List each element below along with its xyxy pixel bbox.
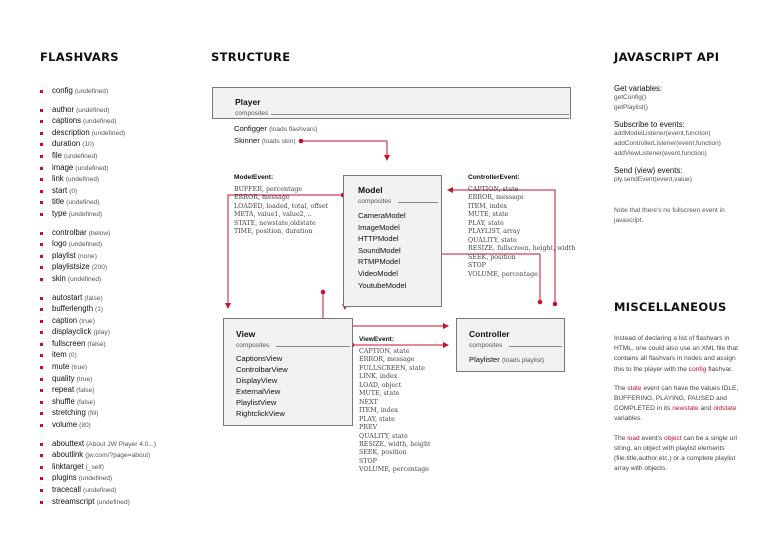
send-events-list xyxy=(614,175,754,185)
flashvar-default: (200) xyxy=(91,264,108,272)
model-event-list xyxy=(234,186,328,237)
view-subcomponent: ExternalView xyxy=(236,387,281,396)
flashvar-default: (10) xyxy=(82,141,94,149)
model-event-heading: ModelEvent: xyxy=(234,174,274,181)
controller-title: Controller xyxy=(469,329,510,339)
flashvar-default: (About JW Player 4.0...) xyxy=(86,440,157,448)
view-event-list xyxy=(359,348,431,475)
controller-box xyxy=(456,318,565,372)
view-title: View xyxy=(236,329,256,339)
get-variables-list xyxy=(614,93,754,113)
model-event-item: META, value1, value2, .. xyxy=(234,211,312,219)
flashvar-name: file xyxy=(52,150,62,160)
model-subcomponent: SoundModel xyxy=(358,245,401,255)
view-event-item: NEXT xyxy=(359,398,378,406)
model-subcomponent: YoutubeModel xyxy=(358,280,407,290)
view-event-item: STOP xyxy=(359,457,377,465)
get-variables-label: Get variables: xyxy=(614,84,663,93)
view-event-item: VOLUME, percentage xyxy=(359,466,429,474)
flashvar-name: quality xyxy=(52,373,75,383)
view-composites-label: composites xyxy=(236,342,270,349)
model-subcomponent: CameraModel xyxy=(358,211,406,220)
flashvar-name: captions xyxy=(52,116,82,126)
flashvar-default: (0) xyxy=(68,352,77,360)
model-composites-label: composites xyxy=(358,198,392,205)
controller-composites-label: composites xyxy=(469,342,503,349)
controller-event-list xyxy=(468,186,575,279)
flashvar-default: (undefined) xyxy=(78,475,113,483)
flashvar-name: shuffle xyxy=(52,396,75,406)
model-subcomponent: HTTPModel xyxy=(358,234,399,244)
flashvar-default: (play) xyxy=(93,329,110,337)
flashvar-default: (_self) xyxy=(85,463,104,471)
api-function: addControllerListener(event,function) xyxy=(614,140,721,147)
view-event-item: FULLSCREEN, state xyxy=(359,364,425,372)
flashvar-name: title xyxy=(52,197,65,207)
misc-paragraph-state: The state event can have the values IDLE, BUFFERING, PLAYING, PAUSED and COMPLETED in its newstate and oldstate variables. xyxy=(614,384,739,423)
view-event-item: SEEK, position xyxy=(359,449,407,457)
flashvar-name: stretching xyxy=(52,408,86,418)
javascript-api-heading: JAVASCRIPT API xyxy=(614,50,720,64)
controller-event-item: VOLUME, percentage xyxy=(468,270,538,278)
view-subcomponent: DisplayView xyxy=(236,376,278,385)
flashvar-name: plugins xyxy=(52,473,77,483)
api-function: addViewListener(event,function) xyxy=(614,150,707,157)
flashvar-default: (undefined) xyxy=(68,210,103,218)
flashvar-default: (undefined) xyxy=(91,129,126,137)
flashvar-default: (undefined) xyxy=(63,152,98,160)
flashvar-name: volume xyxy=(52,420,78,430)
view-event-item: LOAD, object xyxy=(359,381,402,389)
flashvar-default: (below) xyxy=(88,229,111,237)
flashvar-default: (undefined) xyxy=(67,275,102,283)
flashvar-default: (undefined) xyxy=(75,164,109,172)
view-event-item: MUTE, state xyxy=(359,390,400,398)
view-event-item: QUALITY, state xyxy=(359,432,408,440)
flashvar-default: (true) xyxy=(76,375,93,383)
playlister-item: Playlister (loads playlist) xyxy=(469,355,545,364)
flashvar-name: controlbar xyxy=(52,227,87,237)
view-subcomponent: PlaylistView xyxy=(236,398,277,407)
api-function: addModelListener(event,function) xyxy=(614,130,711,137)
model-event-item: ERROR, message xyxy=(234,194,290,202)
controller-event-item: MUTE, state xyxy=(468,211,509,219)
controller-event-item: ERROR, message xyxy=(468,194,524,202)
flashvar-default: (undefined) xyxy=(83,487,117,494)
controller-event-item: ITEM, index xyxy=(468,202,508,210)
view-subcomponent: RightclickView xyxy=(236,409,285,418)
flashvar-default: (none) xyxy=(77,252,97,260)
flashvar-name: skin xyxy=(52,273,66,283)
flashvar-name: duration xyxy=(52,139,81,149)
flashvar-name: author xyxy=(52,104,75,114)
view-event-item: ERROR, message xyxy=(359,356,415,364)
view-subcomponent: ControlbarView xyxy=(236,365,288,374)
flashvar-default: (true) xyxy=(79,317,95,325)
view-event-item: PREV xyxy=(359,424,378,432)
skinner-item: Skinner (loads skin) xyxy=(234,136,296,145)
view-event-item: RESIZE, width, height xyxy=(359,440,431,448)
flashvar-default: (false) xyxy=(84,294,103,302)
model-event-item: STATE, newstate,oldstate xyxy=(234,219,316,227)
model-subcomponent: RTMPModel xyxy=(358,257,401,267)
flashvar-default: (undefined) xyxy=(96,498,130,506)
flashvar-name: config xyxy=(52,86,73,95)
flashvar-name: playlist xyxy=(52,250,76,260)
configger-item: Configger (loads flashvars) xyxy=(234,124,318,133)
flashvars-heading: FLASHVARS xyxy=(40,50,119,64)
model-event-item: LOADED, loaded, total, offset xyxy=(234,202,329,210)
view-subcomponent: CaptionsView xyxy=(236,354,283,363)
view-event-item: PLAY, state xyxy=(359,415,395,423)
flashvar-default: (jw.com/?page=about) xyxy=(85,452,151,460)
flashvar-name: linktarget xyxy=(52,461,84,471)
flashvar-name: type xyxy=(52,208,67,218)
flashvar-name: image xyxy=(52,162,74,172)
flashvar-name: tracecall xyxy=(52,485,82,494)
flashvar-name: autostart xyxy=(52,292,83,302)
misc-paragraph-config: Instead of declaring a list of flashvars in HTML, one could also use an XML file that contains all flashvars in nodes and assign this to the player with the config flashvar. xyxy=(614,335,739,373)
player-outline xyxy=(212,118,569,119)
flashvar-name: mute xyxy=(52,362,70,372)
flashvar-name: bufferlength xyxy=(52,304,94,314)
miscellaneous-section xyxy=(614,334,742,483)
flashvar-name: description xyxy=(52,127,90,137)
player-box xyxy=(212,87,571,119)
model-subcomponent: ImageModel xyxy=(358,222,400,232)
api-function: getConfig() xyxy=(614,94,647,101)
fullscreen-note: Note that there's no fullscreen event in javascript. xyxy=(614,207,725,224)
flashvar-name: displayclick xyxy=(52,327,92,337)
player-title: Player xyxy=(235,97,261,107)
send-events-label: Send (view) events: xyxy=(614,166,683,175)
flashvar-default: (false) xyxy=(76,387,95,395)
controller-event-heading: ControllerEvent: xyxy=(468,174,520,181)
flashvar-name: streamscript xyxy=(52,496,95,506)
flashvar-default: (0) xyxy=(69,187,78,195)
misc-paragraph-load: The load event's object can be a single url string, an object with playlist elements (file,title,author,etc.) or a complete playlist array with objects. xyxy=(614,434,737,473)
subscribe-label: Subscribe to events: xyxy=(614,120,685,129)
structure-heading: STRUCTURE xyxy=(211,50,291,64)
player-composites-label: composites xyxy=(235,110,269,117)
flashvar-default: (false) xyxy=(87,340,106,348)
flashvar-default: (undefined) xyxy=(65,176,100,184)
view-box xyxy=(223,318,353,426)
controller-event-item: PLAYLIST, array xyxy=(468,228,521,236)
flashvar-name: aboutlink xyxy=(52,450,84,460)
controller-event-item: PLAY, state xyxy=(468,219,504,227)
flashvar-default: (1) xyxy=(95,306,104,314)
view-event-item: LINK, index xyxy=(359,373,398,381)
flashvar-name: link xyxy=(52,174,64,184)
flashvar-name: playlistsize xyxy=(52,262,90,272)
flashvar-default: (undefined) xyxy=(83,118,117,126)
flashvar-default: (undefined) xyxy=(74,88,109,95)
model-event-item: TIME, position, duration xyxy=(234,228,313,236)
view-event-heading: ViewEvent: xyxy=(359,336,395,343)
api-function: ply.sendEvent(event,value) xyxy=(614,176,692,183)
flashvar-name: item xyxy=(52,350,67,360)
flashvar-default: (80) xyxy=(79,422,91,430)
flashvar-default: (undefined) xyxy=(68,241,103,249)
model-subcomponent: VideoModel xyxy=(358,268,398,278)
flashvar-default: (fill) xyxy=(87,410,99,418)
flashvar-name: abouttext xyxy=(52,438,85,448)
flashvar-name: start xyxy=(52,185,68,195)
flashvar-default: (true) xyxy=(71,364,88,372)
flashvar-default: (undefined) xyxy=(76,106,110,114)
miscellaneous-heading: MISCELLANEOUS xyxy=(614,300,727,314)
api-function: getPlaylist() xyxy=(614,104,648,111)
controller-event-item: STOP xyxy=(468,262,486,270)
flashvar-default: (false) xyxy=(76,398,96,406)
controller-event-item: SEEK, position xyxy=(468,253,516,261)
model-box xyxy=(343,175,442,307)
flashvar-default: (undefined) xyxy=(66,199,100,207)
skinner-to-model-wire xyxy=(303,141,387,160)
subscribe-list xyxy=(614,129,754,159)
view-event-item: CAPTION, state xyxy=(359,348,410,355)
flashvar-name: fullscreen xyxy=(52,338,86,348)
model-title: Model xyxy=(358,185,383,195)
view-event-item: ITEM, index xyxy=(359,407,399,415)
flashvar-name: repeat xyxy=(52,385,75,395)
javascript-api-section xyxy=(614,84,754,226)
model-event-item: BUFFER, percentage xyxy=(234,186,303,193)
controller-event-item: CAPTION, state xyxy=(468,186,519,193)
controller-event-item: RESIZE, fullscreen, height, width xyxy=(468,245,576,253)
controller-event-item: QUALITY, state xyxy=(468,236,517,244)
flashvar-name: caption xyxy=(52,315,78,325)
flashvar-name: logo xyxy=(52,239,67,249)
